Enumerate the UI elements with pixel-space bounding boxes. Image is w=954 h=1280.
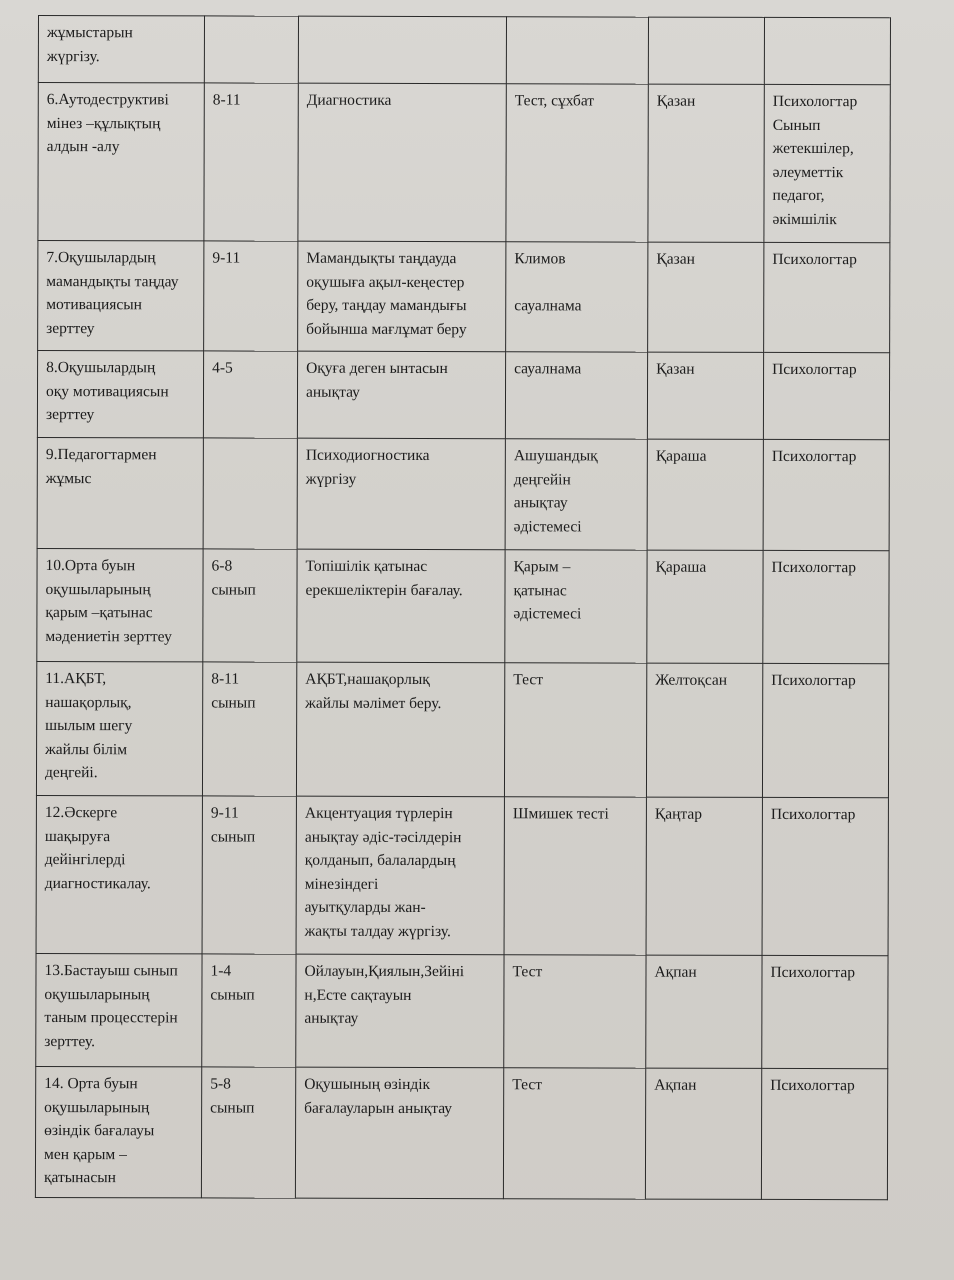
cell-responsible xyxy=(764,17,890,84)
cell-responsible: Психологтар xyxy=(763,439,889,550)
table-row xyxy=(38,83,890,243)
cell-classes: 4-5 xyxy=(203,351,297,438)
cell-classes xyxy=(203,438,297,549)
cell-goal: АҚБТ,нашақорлық жайлы мәлімет беру. xyxy=(296,662,504,797)
cell-responsible: Психологтар xyxy=(762,955,888,1068)
cell-classes: 5-8 сынып xyxy=(201,1067,295,1198)
table-row xyxy=(37,548,889,663)
cell-goal: Психодиогностика жүргізу xyxy=(297,438,505,550)
cell-classes: 6-8 сынып xyxy=(203,549,297,662)
cell-goal: Мамандықты таңдауда оқушыға ақыл-кеңестер беру, таңдау мамандығы бойынша мағлұмат беру xyxy=(298,241,506,352)
cell-method: Ашушандық деңгейін анықтау әдістемесі xyxy=(505,439,647,550)
cell-responsible: Психологтар Сынып жетекшілер, әлеуметтік педагог, әкімшілік xyxy=(764,84,890,242)
cell-classes xyxy=(204,16,298,83)
cell-responsible: Психологтар xyxy=(762,797,888,955)
cell-responsible: Психологтар xyxy=(762,663,888,797)
cell-activity: 12.Әскерге шақыруға дейінгілерді диагностикалау. xyxy=(36,795,202,953)
cell-activity: 10.Орта буын оқушыларының қарым –қатынас мәдениетін зерттеу xyxy=(37,548,203,661)
cell-time: Қазан xyxy=(647,352,763,439)
cell-activity: 6.Аутодеструктиві мінез –құлықтың алдын -алу xyxy=(38,83,204,241)
cell-responsible: Психологтар xyxy=(761,1068,887,1199)
cell-method: Тест, сұхбат xyxy=(506,84,648,242)
cell-goal: Оқуға деген ынтасын анықтау xyxy=(297,351,505,439)
table-row xyxy=(37,437,889,550)
table-row xyxy=(36,795,888,955)
cell-method: Тест xyxy=(504,663,646,797)
cell-time: Қаңтар xyxy=(646,797,762,955)
cell-responsible: Психологтар xyxy=(763,352,889,439)
cell-time: Қазан xyxy=(648,242,764,352)
cell-activity: 7.Оқушылардың мамандықты таңдау мотивациясын зерттеу xyxy=(38,241,204,351)
cell-classes: 9-11 xyxy=(204,241,298,351)
work-plan-table xyxy=(35,15,891,1200)
cell-time xyxy=(648,17,764,84)
table-row xyxy=(36,953,888,1068)
cell-goal xyxy=(298,16,506,84)
cell-goal: Оқушының өзіндік бағалауларын анықтау xyxy=(295,1067,503,1199)
cell-classes: 8-11 xyxy=(204,83,298,241)
cell-classes: 9-11 сынып xyxy=(202,796,296,954)
cell-time: Ақпан xyxy=(645,1068,761,1199)
cell-method: Климов сауалнама xyxy=(506,242,648,352)
cell-activity: 13.Бастауыш сынып оқушыларының таным процесстерін зерттеу. xyxy=(36,953,202,1066)
cell-time: Ақпан xyxy=(646,955,762,1068)
cell-method: Тест xyxy=(503,1068,645,1199)
cell-method: Қарым – қатынас әдістемесі xyxy=(505,550,647,663)
cell-activity: 8.Оқушылардың оқу мотивациясын зерттеу xyxy=(37,351,203,438)
table-row xyxy=(38,241,890,353)
cell-classes: 1-4 сынып xyxy=(202,954,296,1067)
cell-responsible: Психологтар xyxy=(763,550,889,663)
cell-goal: Диагностика xyxy=(298,83,506,242)
cell-activity: 14. Орта буын оқушыларының өзіндік бағалауы мен қарым – қатынасын xyxy=(35,1066,201,1197)
table-row xyxy=(35,1066,887,1199)
cell-activity: жұмыстарын жүргізу. xyxy=(38,16,204,83)
cell-method: Шмишек тесті xyxy=(504,797,646,955)
cell-goal: Топішілік қатынас ерекшеліктерін бағалау. xyxy=(297,549,505,663)
cell-classes: 8-11 сынып xyxy=(202,662,296,796)
cell-time: Қазан xyxy=(648,84,764,242)
cell-activity: 9.Педагогтармен жұмыс xyxy=(37,437,203,548)
cell-responsible: Психологтар xyxy=(764,242,890,352)
table-row xyxy=(37,351,889,440)
table-row xyxy=(38,16,890,85)
cell-activity: 11.АҚБТ, нашақорлық, шылым шегу жайлы білім деңгейі. xyxy=(36,661,202,795)
cell-method xyxy=(506,17,648,84)
cell-time: Қараша xyxy=(647,439,763,550)
table-row xyxy=(36,661,888,797)
cell-goal: Акцентуация түрлерін анықтау әдіс-тәсілдерін қолданып, балалардың мінезіндегі ауытқуларды жан- жақты талдау жүргізу. xyxy=(296,796,504,955)
cell-goal: Ойлауын,Қиялын,Зейіні н,Есте сақтауын анықтау xyxy=(296,954,504,1068)
cell-method: сауалнама xyxy=(505,352,647,439)
cell-time: Қараша xyxy=(647,550,763,663)
cell-time: Желтоқсан xyxy=(646,663,762,797)
cell-method: Тест xyxy=(504,955,646,1068)
